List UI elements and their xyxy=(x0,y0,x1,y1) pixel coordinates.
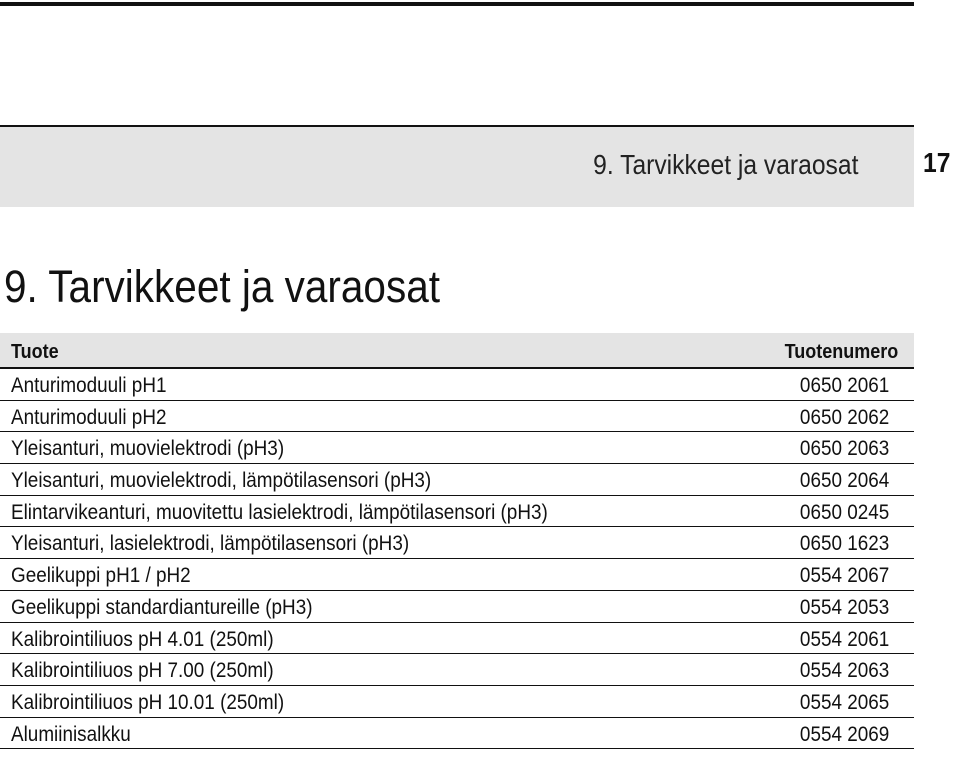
page-number: 17 xyxy=(923,147,951,178)
table-row xyxy=(0,686,914,718)
table-row xyxy=(0,432,914,464)
product-number: 0650 2061 xyxy=(799,374,889,397)
product-number: 0650 2064 xyxy=(799,469,889,493)
column-header-product-number: Tuotenumero xyxy=(784,341,898,363)
parts-table xyxy=(0,333,914,749)
running-header xyxy=(0,125,914,207)
product-number: 0650 1623 xyxy=(799,532,889,556)
product-name: Geelikuppi pH1 / pH2 xyxy=(11,564,191,588)
product-name: Kalibrointiliuos pH 10.01 (250ml) xyxy=(11,690,285,714)
table-row xyxy=(0,369,914,401)
table-row xyxy=(0,623,914,655)
table-row xyxy=(0,591,914,623)
product-number: 0554 2067 xyxy=(799,564,889,588)
column-header-product: Tuote xyxy=(11,341,59,363)
table-row xyxy=(0,654,914,686)
product-number: 0650 2063 xyxy=(799,437,889,461)
product-name: Kalibrointiliuos pH 7.00 (250ml) xyxy=(11,659,274,683)
product-name: Elintarvikeanturi, muovitettu lasielektrodi, lämpötilasensori (pH3) xyxy=(11,500,548,524)
product-number: 0554 2069 xyxy=(799,722,889,746)
product-number: 0554 2063 xyxy=(799,659,889,683)
product-name: Kalibrointiliuos pH 4.01 (250ml) xyxy=(11,627,274,651)
page-title: 9. Tarvikkeet ja varaosat xyxy=(4,261,440,312)
running-header-title: 9. Tarvikkeet ja varaosat xyxy=(592,149,858,180)
table-row xyxy=(0,559,914,591)
product-name: Yleisanturi, lasielektrodi, lämpötilasensori (pH3) xyxy=(11,532,410,556)
product-name: Yleisanturi, muovielektrodi, lämpötilasensori (pH3) xyxy=(11,469,432,493)
product-name: Anturimoduuli pH1 xyxy=(11,374,167,397)
table-row xyxy=(0,718,914,750)
product-number: 0554 2065 xyxy=(799,690,889,714)
table-row xyxy=(0,464,914,496)
product-number: 0650 2062 xyxy=(799,405,889,429)
product-name: Anturimoduuli pH2 xyxy=(11,405,167,429)
product-name: Yleisanturi, muovielektrodi (pH3) xyxy=(11,437,285,461)
table-row xyxy=(0,496,914,528)
product-number: 0650 0245 xyxy=(799,500,889,524)
table-row xyxy=(0,527,914,559)
top-rule xyxy=(0,2,914,6)
table-row xyxy=(0,401,914,433)
table-header xyxy=(0,333,914,369)
product-number: 0554 2061 xyxy=(799,627,889,651)
product-name: Alumiinisalkku xyxy=(11,722,131,746)
product-name: Geelikuppi standardiantureille (pH3) xyxy=(11,595,313,619)
product-number: 0554 2053 xyxy=(799,595,889,619)
